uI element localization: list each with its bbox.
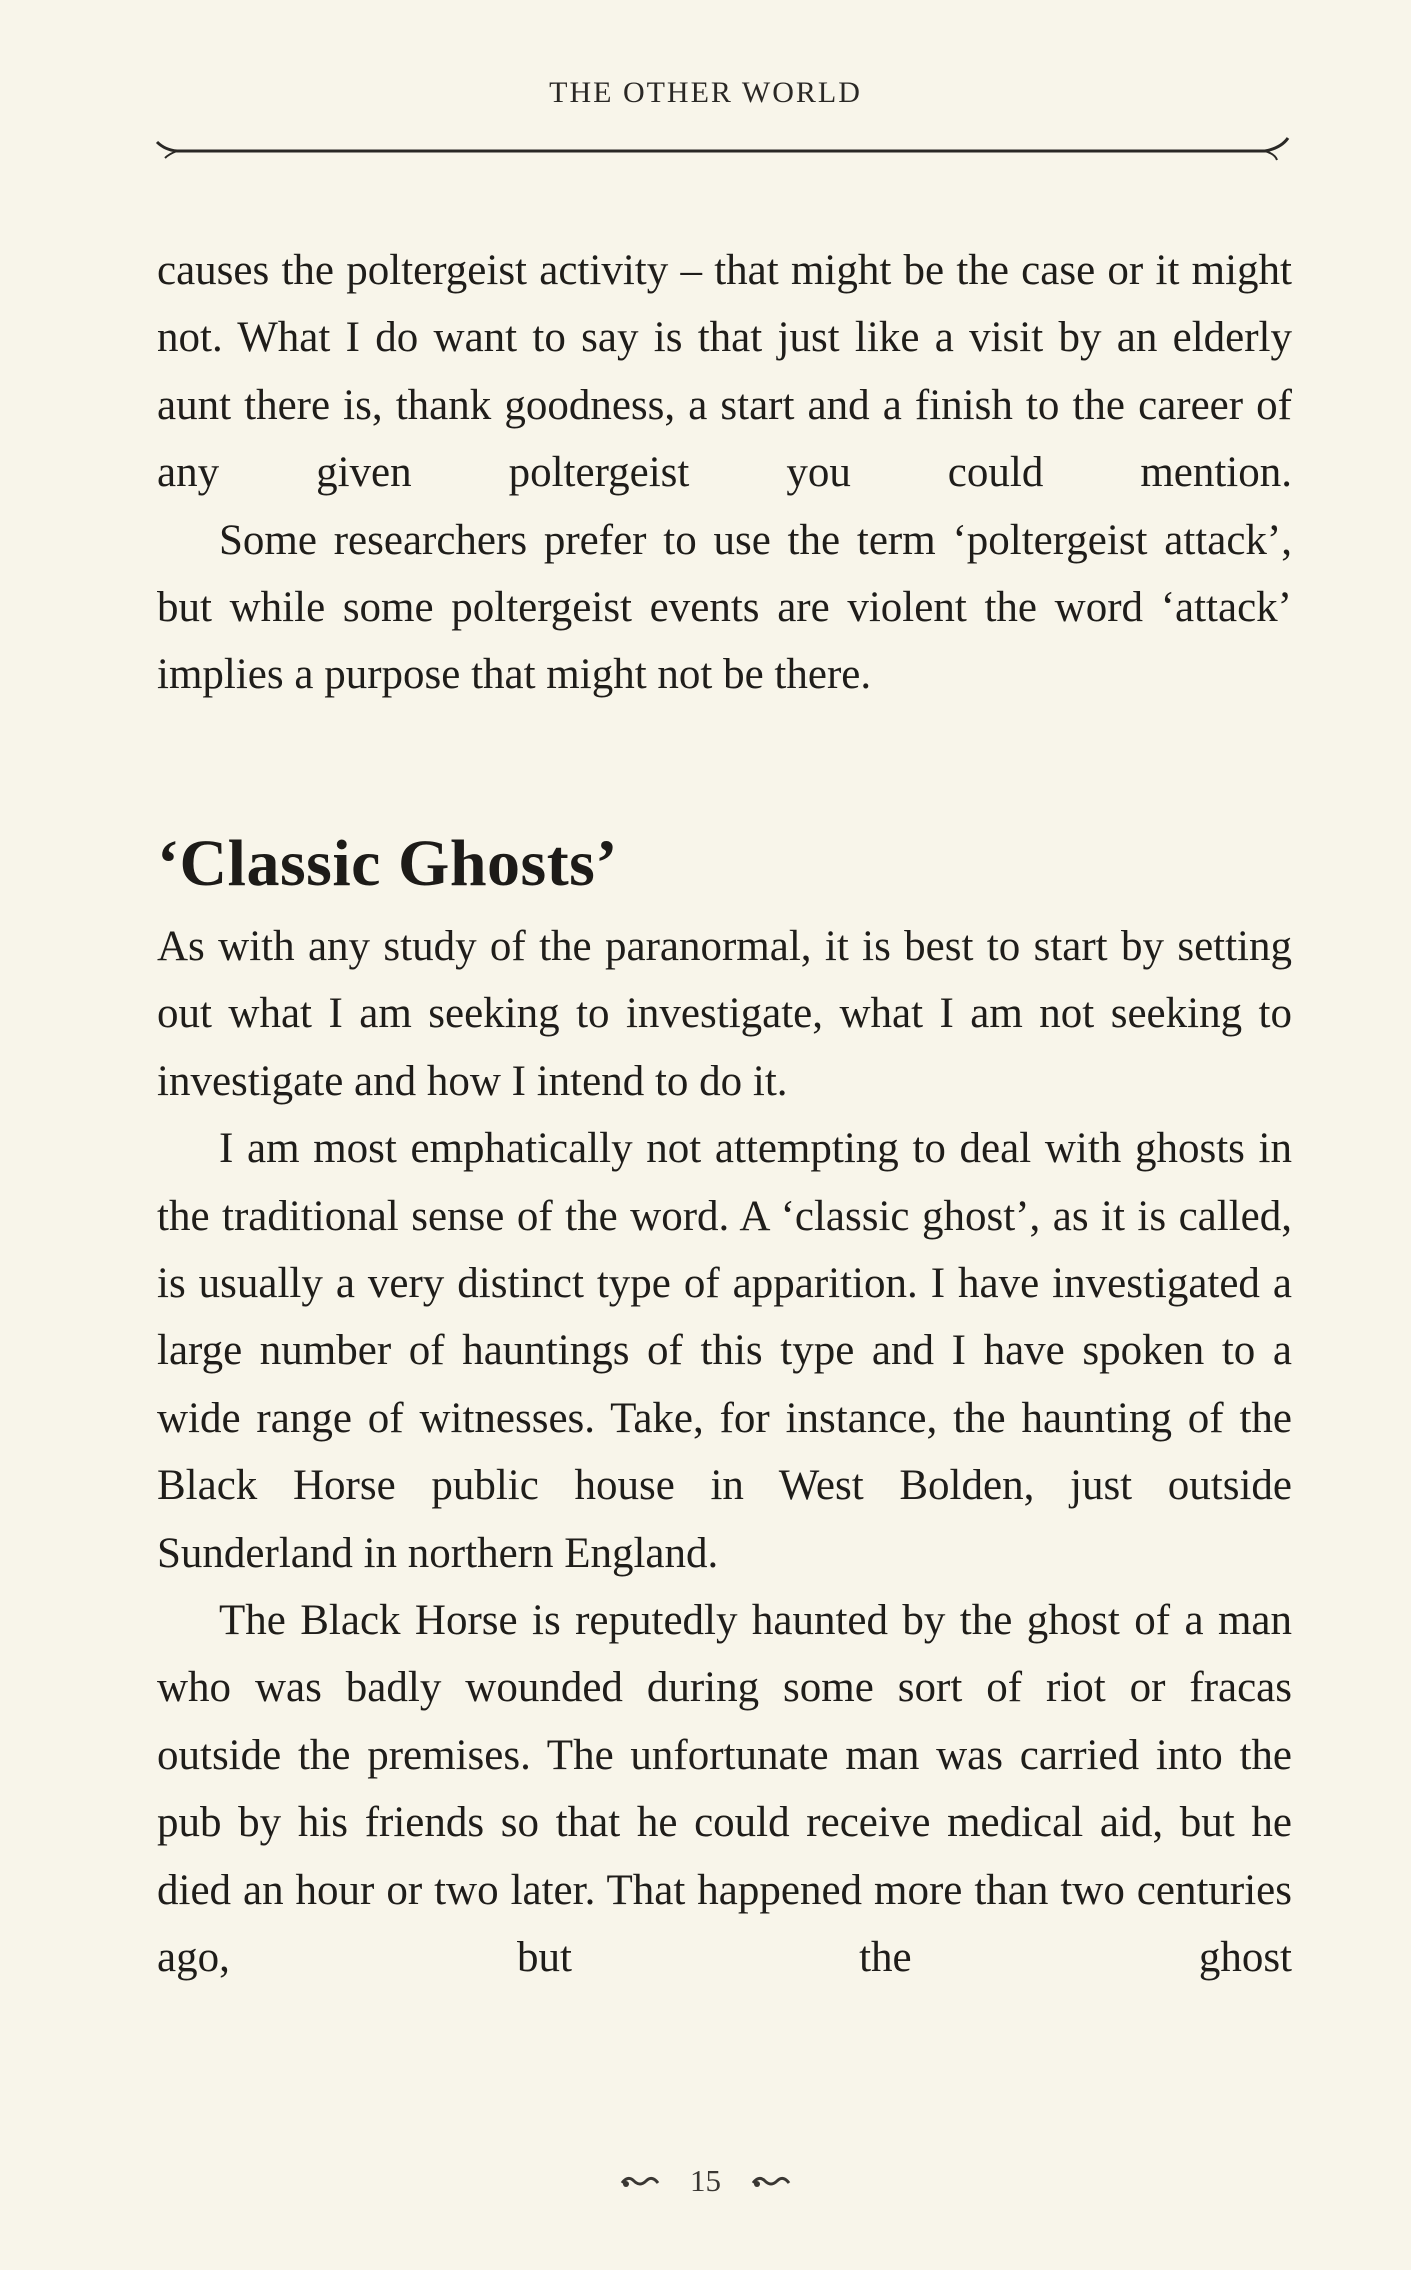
- text-block-top: [157, 237, 1292, 709]
- text-block-main: [157, 913, 1292, 1992]
- paragraph: causes the poltergeist activity – that might be the case or it might not. What I do want to say is that just like a visit by an elderly aunt there is, thank goodness, a start and a finish to the career of any given poltergeist you could mention.: [157, 247, 1292, 497]
- section-heading: ‘Classic Ghosts’: [157, 827, 618, 900]
- paragraph: The Black Horse is reputedly haunted by the ghost of a man who was badly wounded during some sort of riot or fracas outside the premises. The unfortunate man was carried into the pub by his friends so that he could receive medical aid, but he died an hour or two later. That happened more than two centuries ago, but the ghost: [157, 1597, 1292, 1982]
- page-number: 15: [690, 2162, 721, 2198]
- paragraph: I am most emphatically not attempting to deal with ghosts in the traditional sense of the word. A ‘classic ghost’, as it is called, is usually a very distinct type of apparition. I have investigated a large number of hauntings of this type and I have spoken to a wide range of witnesses. Take, for instance, the haunting of the Black Horse public house in West Bolden, just outside Sunderland in northern England.: [157, 1125, 1292, 1577]
- page-footer: [0, 2160, 1411, 2199]
- running-head: THE OTHER WORLD: [549, 76, 862, 109]
- left-ornament-icon: [620, 2173, 660, 2189]
- right-ornament-icon: [751, 2173, 791, 2189]
- paragraph: As with any study of the paranormal, it is best to start by setting out what I am seeking to investigate, what I am not seeking to investigate and how I intend to do it.: [157, 923, 1292, 1105]
- header-rule: [155, 134, 1290, 174]
- paragraph: Some researchers prefer to use the term ‘poltergeist attack’, but while some poltergeist events are violent the word ‘attack’ implies a purpose that might not be there.: [157, 516, 1292, 699]
